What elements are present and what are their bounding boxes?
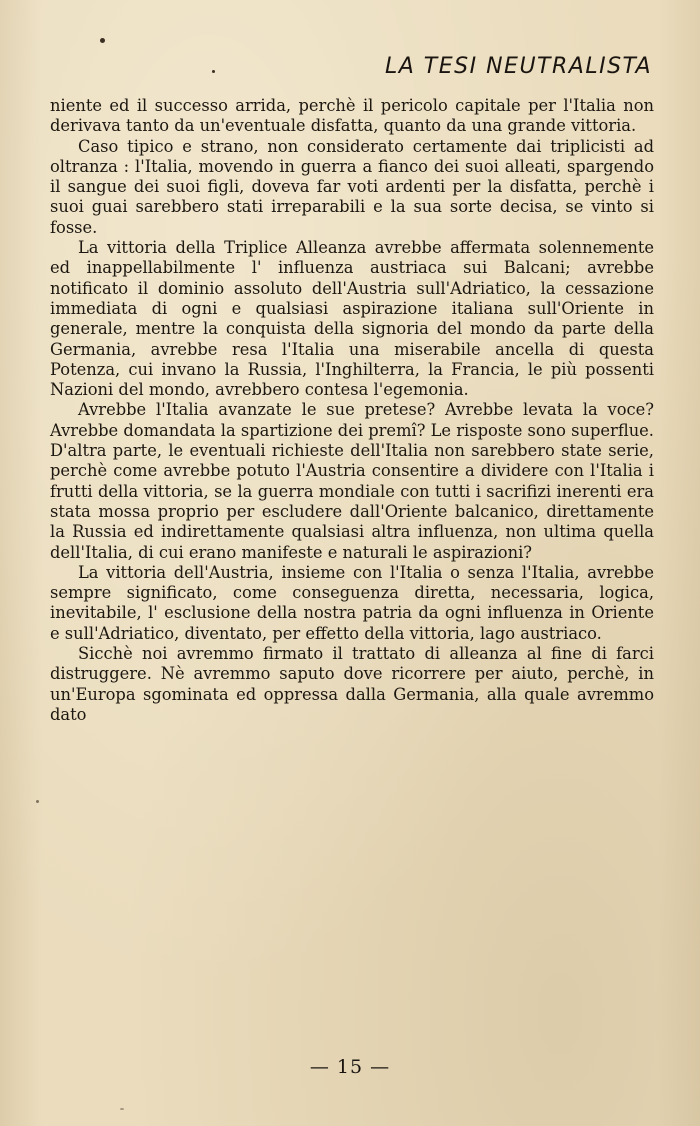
- page-number: — 15 —: [309, 1056, 391, 1078]
- ink-speck: [100, 38, 105, 43]
- body-text: [50, 96, 654, 725]
- ink-speck: [212, 70, 215, 73]
- running-head: LA TESI NEUTRALISTA: [385, 54, 652, 79]
- ink-speck: [120, 1108, 124, 1110]
- paragraph: Sicchè noi avremmo firmato il trattato di alleanza al fine di farci distruggere. Nè avremmo saputo dove ricorrere per aiuto, perchè, in un'Europa sgominata ed oppressa dalla Germania, alla quale avremmo dato: [50, 644, 654, 724]
- paragraph: La vittoria della Triplice Alleanza avrebbe affermata solennemente ed inappellabilmente l' influenza austriaca sui Balcani; avrebbe notificato il dominio assoluto dell'Austria sull'Adriatico, la cessazione immediata di ogni e qualsiasi aspirazione italiana sull'Oriente in generale, mentre la conquista della signoria del mondo da parte della Germania, avrebbe resa l'Italia una miserabile ancella di questa Potenza, cui invano la Russia, l'Inghilterra, la Francia, le più possenti Nazioni del mondo, avrebbero contesa l'egemonia.: [50, 238, 654, 400]
- paragraph: La vittoria dell'Austria, insieme con l'Italia o senza l'Italia, avrebbe sempre significato, come conseguenza diretta, necessaria, logica, inevitabile, l' esclusione della nostra patria da ogni influenza in Oriente e sull'Adriatico, diventato, per effetto della vittoria, lago austriaco.: [50, 562, 654, 643]
- paragraph: Avrebbe l'Italia avanzate le sue pretese? Avrebbe levata la voce? Avrebbe domandata la spartizione dei premî? Le risposte sono superflue. D'altra parte, le eventuali richieste dell'Italia non sarebbero state serie, perchè come avrebbe potuto l'Austria consentire a dividere con l'Italia i frutti della vittoria, se la guerra mondiale con tutti i sacrifizi inerenti era stata mossa proprio per escludere dall'Oriente balcanico, direttamente la Russia ed indirettamente qualsiasi altra influenza, non ultima quella dell'Italia, di cui erano manifeste e naturali le aspirazioni?: [50, 400, 654, 562]
- paragraph: Caso tipico e strano, non considerato certamente dai triplicisti ad oltranza : l'Italia, movendo in guerra a fianco dei suoi alleati, spargendo il sangue dei suoi figli, doveva far voti ardenti per la disfatta, perchè i suoi guai sarebbero stati irreparabili e la sua sorte decisa, se vinto si fosse.: [50, 136, 654, 237]
- ink-speck: [36, 800, 39, 803]
- paragraph: niente ed il successo arrida, perchè il pericolo capitale per l'Italia non derivava tanto da un'eventuale disfatta, quanto da una grande vittoria.: [50, 96, 654, 136]
